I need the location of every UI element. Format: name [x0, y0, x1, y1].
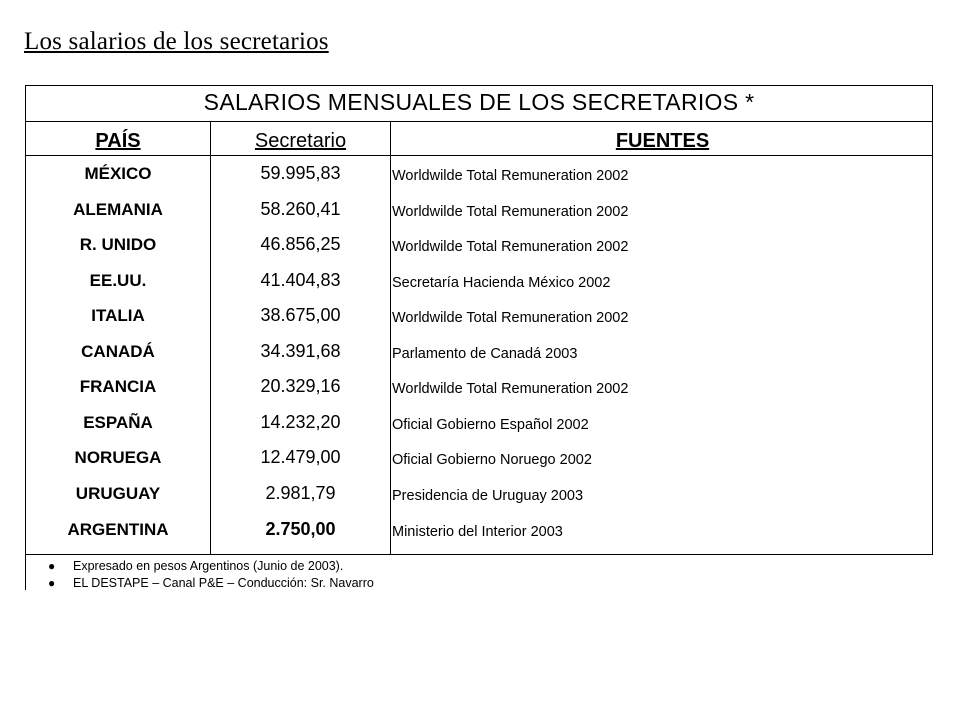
header-source: FUENTES: [615, 130, 710, 152]
country-cell: EE.UU.: [89, 270, 147, 290]
salary-cell: 58.260,41: [260, 198, 341, 219]
salary-cell: 2.981,79: [265, 483, 336, 503]
source-cell: Worldwilde Total Remuneration 2002: [392, 203, 629, 220]
salary-cell: 20.329,16: [260, 376, 341, 396]
country-cell: CANADÁ: [81, 341, 155, 361]
footnotes: [48, 558, 374, 590]
table-row: [26, 157, 932, 193]
country-cell: ARGENTINA: [67, 520, 169, 539]
table-row: [26, 370, 932, 406]
salary-cell: 2.750,00: [265, 519, 336, 539]
source-cell: Secretaría Hacienda México 2002: [392, 274, 611, 291]
table-caption: SALARIOS MENSUALES DE LOS SECRETARIOS *: [203, 89, 755, 115]
country-cell: R. UNIDO: [79, 235, 157, 254]
source-cell: Worldwilde Total Remuneration 2002: [392, 168, 629, 184]
salary-cell: 41.404,83: [260, 269, 341, 290]
footnotes-area: [0, 555, 960, 590]
source-cell: Oficial Gobierno Español 2002: [392, 416, 589, 433]
salary-cell: 38.675,00: [260, 305, 341, 325]
source-cell: Presidencia de Uruguay 2003: [392, 488, 584, 504]
country-cell: FRANCIA: [79, 377, 157, 396]
page-title: Los salarios de los secretarios: [24, 28, 329, 55]
table-row: [26, 477, 932, 513]
table-row: [26, 441, 932, 477]
table-row: [26, 513, 932, 549]
table-row: [26, 299, 932, 335]
footnote-text: EL DESTAPE – Canal P&E – Conducción: Sr. Navarro: [73, 576, 374, 590]
source-cell: Parlamento de Canadá 2003: [392, 345, 578, 362]
salary-table: [25, 85, 933, 555]
salary-cell: 34.391,68: [260, 340, 341, 361]
source-cell: Worldwilde Total Remuneration 2002: [392, 239, 629, 255]
table-row: [26, 264, 932, 300]
country-cell: ALEMANIA: [73, 199, 163, 219]
salary-cell: 46.856,25: [260, 234, 341, 254]
country-cell: URUGUAY: [75, 484, 161, 503]
table-caption-row: [26, 86, 932, 122]
salary-cell: 59.995,83: [260, 163, 341, 183]
country-cell: ITALIA: [91, 306, 145, 325]
footnote-item: [48, 558, 374, 575]
footnote-text: Expresado en pesos Argentinos (Junio de 2003).: [73, 559, 344, 573]
country-cell: ESPAÑA: [83, 412, 153, 432]
header-country: PAÍS: [95, 130, 141, 152]
table-row: [26, 228, 932, 264]
bullet-icon: ●: [48, 559, 56, 573]
source-cell: Ministerio del Interior 2003: [392, 524, 563, 540]
source-cell: Worldwilde Total Remuneration 2002: [392, 310, 629, 326]
country-cell: NORUEGA: [74, 448, 162, 467]
source-cell: Worldwilde Total Remuneration 2002: [392, 381, 629, 397]
salary-cell: 14.232,20: [260, 411, 341, 432]
table-row: [26, 406, 932, 442]
salary-cell: 12.479,00: [260, 447, 341, 467]
country-cell: MÉXICO: [84, 164, 152, 183]
footnote-item: [48, 575, 374, 590]
header-salary: Secretario: [254, 130, 347, 152]
table-row: [26, 335, 932, 371]
bullet-icon: ●: [48, 576, 56, 590]
table-header-row: [26, 122, 932, 156]
table-row: [26, 193, 932, 229]
source-cell: Oficial Gobierno Noruego 2002: [392, 452, 592, 468]
table-left-border-extension: [25, 555, 26, 590]
